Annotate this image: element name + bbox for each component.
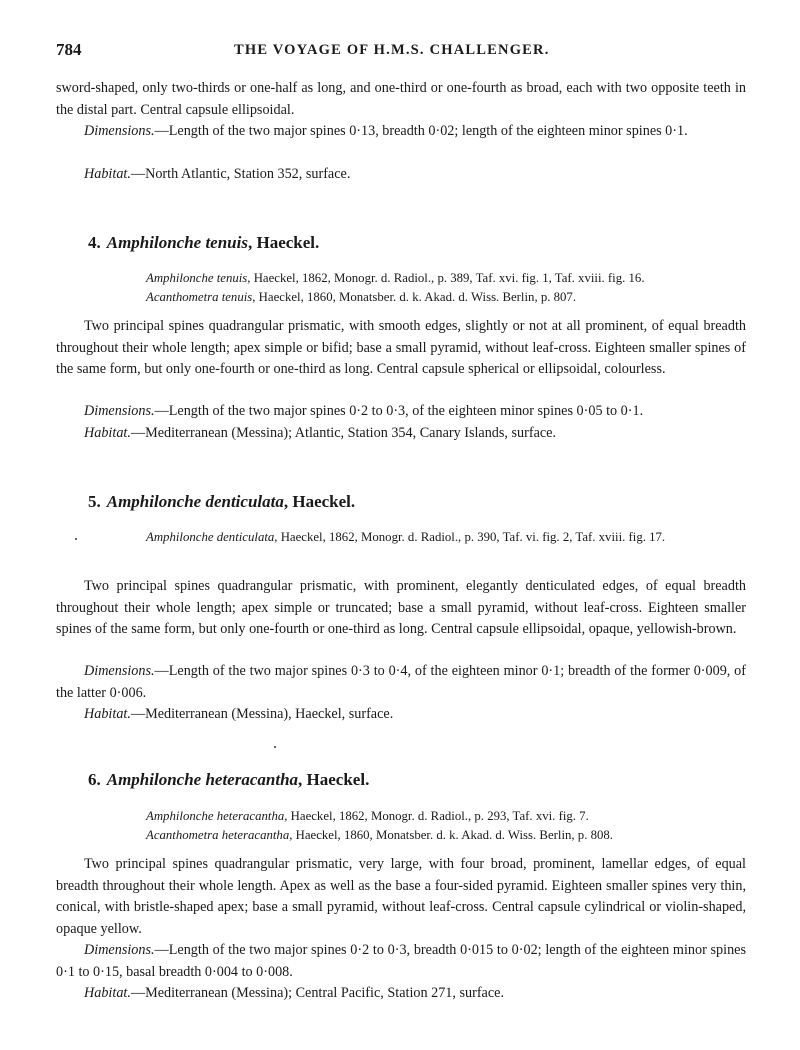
species-description (56, 316, 746, 381)
habitat-label: Habitat. (84, 425, 131, 441)
habitat-text: —Mediterranean (Messina); Atlantic, Station 354, Canary Islands, surface. (130, 425, 557, 441)
running-head: THE VOYAGE OF H.M.S. CHALLENGER. (234, 42, 550, 58)
dimensions-text: —Length of the two major spines 0·13, breadth 0·02; length of the eighteen minor spines 0·1. (154, 123, 688, 139)
species-number: 6. (88, 770, 101, 789)
species-habitat (56, 983, 746, 1005)
synonym-ref: , Haeckel, 1862, Monogr. d. Radiol., p. 293, Taf. xvi. fig. 7. (284, 809, 589, 823)
synonym-ref: , Haeckel, 1860, Monatsber. d. k. Akad. d. Wiss. Berlin, p. 808. (289, 828, 613, 842)
habitat-label: Habitat. (84, 706, 131, 722)
dimensions-text: —Length of the two major spines 0·3 to 0·4, of the eighteen minor 0·1; breadth of the former 0·009, of the latter 0·006. (56, 663, 746, 701)
species-dimensions (56, 940, 746, 983)
synonym-name: Amphilonche denticulata (146, 530, 275, 544)
species-name: Amphilonche heteracantha (106, 770, 299, 789)
description-text: Two principal spines quadrangular prismatic, with smooth edges, slightly or not at all prominent, of equal breadth throughout their whole length; apex simple or bifid; base a small pyramid, without leaf-cross. Eighteen smaller spines of the same form, but only one-fourth or one-third as long. Central capsule spherical or ellipsoidal, colourless. (56, 318, 746, 377)
dimensions-label: Dimensions. (84, 663, 155, 679)
dimensions-text: —Length of the two major spines 0·2 to 0·3, of the eighteen minor spines 0·05 to 0·1. (154, 403, 644, 419)
dimensions-label: Dimensions. (84, 403, 155, 419)
species-author: , Haeckel. (247, 233, 320, 252)
species-description (56, 854, 746, 940)
intro-habitat (56, 164, 746, 186)
habitat-text: —Mediterranean (Messina); Central Pacific, Station 271, surface. (130, 985, 504, 1001)
synonym-entry (146, 287, 746, 307)
habitat-text: —North Atlantic, Station 352, surface. (130, 166, 351, 182)
synonym-name: Amphilonche heteracantha (146, 809, 285, 823)
description-text: Two principal spines quadrangular prismatic, very large, with four broad, prominent, lamellar edges, of equal breadth throughout their whole length. Apex as well as the base a four-sided pyramid. Eighteen smaller spines very thin, conical, with bristle-shaped apex; base a small pyramid, without leaf-cross. Central capsule cylindrical or violin-shaped, opaque yellow. (56, 856, 746, 937)
dimensions-text: —Length of the two major spines 0·2 to 0·3, breadth 0·015 to 0·02; length of the eighteen minor spines 0·1 to 0·15, basal breadth 0·004 to 0·008. (56, 942, 746, 980)
species-dimensions (56, 401, 746, 423)
intro-paragraph (56, 78, 746, 121)
synonym-entry (146, 806, 746, 826)
species-habitat (56, 423, 746, 445)
page-header (56, 40, 746, 64)
synonym-ref: , Haeckel, 1862, Monogr. d. Radiol., p. 390, Taf. vi. fig. 2, Taf. xviii. fig. 17. (274, 530, 666, 544)
species-number: 4. (88, 233, 101, 252)
species-heading (88, 492, 355, 512)
dimensions-label: Dimensions. (84, 123, 155, 139)
species-dimensions (56, 661, 746, 704)
synonym-entry (146, 268, 746, 288)
species-description (56, 576, 746, 641)
synonym-entry (146, 527, 746, 547)
synonym-name: Acanthometra tenuis (146, 290, 253, 304)
synonym-ref: , Haeckel, 1860, Monatsber. d. k. Akad. d. Wiss. Berlin, p. 807. (252, 290, 577, 304)
dimensions-label: Dimensions. (84, 942, 155, 958)
page-number: 784 (56, 40, 82, 59)
species-habitat (56, 704, 746, 726)
synonym-entry (146, 825, 746, 845)
synonym-name: Amphilonche tenuis (146, 271, 248, 285)
species-heading (88, 233, 319, 253)
species-heading (88, 770, 369, 790)
habitat-label: Habitat. (84, 166, 131, 182)
print-speck (75, 538, 77, 540)
species-author: , Haeckel. (283, 492, 356, 511)
print-speck (274, 746, 276, 748)
synonym-name: Acanthometra heteracantha (146, 828, 290, 842)
species-number: 5. (88, 492, 101, 511)
intro-text: sword-shaped, only two-thirds or one-half as long, and one-third or one-fourth as broad, each with two opposite teeth in the distal part. Central capsule ellipsoidal. (56, 80, 746, 118)
habitat-text: —Mediterranean (Messina), Haeckel, surface. (130, 706, 394, 722)
species-name: Amphilonche tenuis (106, 233, 248, 252)
species-name: Amphilonche denticulata (106, 492, 284, 511)
habitat-label: Habitat. (84, 985, 131, 1001)
intro-dimensions (56, 121, 746, 143)
synonym-ref: , Haeckel, 1862, Monogr. d. Radiol., p. 389, Taf. xvi. fig. 1, Taf. xviii. fig. 16. (247, 271, 645, 285)
description-text: Two principal spines quadrangular prismatic, with prominent, elegantly denticulated edges, of equal breadth throughout their whole length; apex simple or truncated; base a small pyramid, without leaf-cross. Eighteen smaller spines of the same form, but only one-fourth or one-third as long. Central capsule ellipsoidal, opaque, yellowish-brown. (56, 578, 746, 637)
species-author: , Haeckel. (298, 770, 370, 789)
